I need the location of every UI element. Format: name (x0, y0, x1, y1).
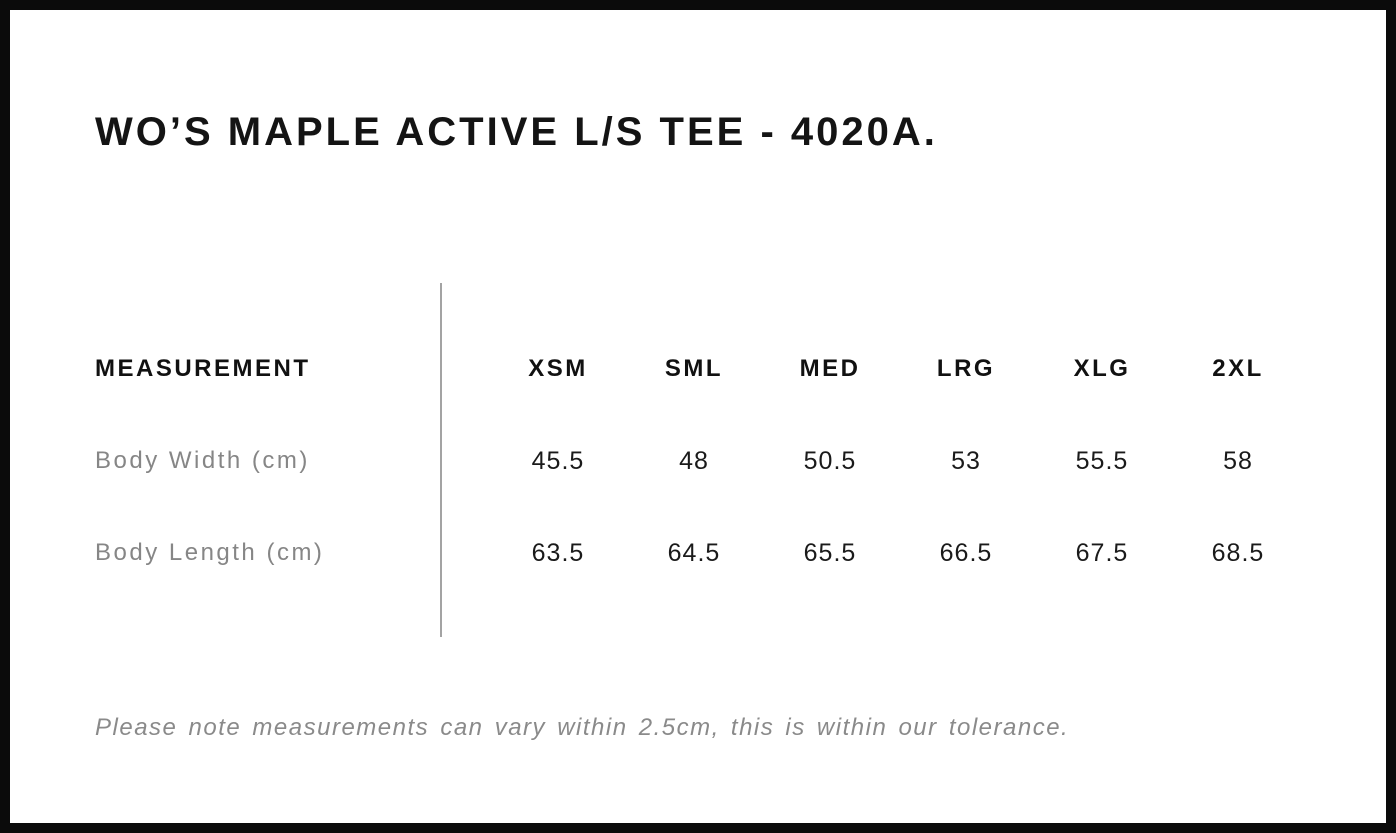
size-header-med: MED (799, 355, 861, 382)
body-width-value-sml: 48 (679, 446, 709, 475)
body-width-value-med: 50.5 (803, 446, 857, 475)
size-table (95, 283, 1306, 637)
body-width-value-xlg: 55.5 (1075, 446, 1129, 475)
body-length-value-2xl: 68.5 (1211, 538, 1265, 567)
size-header-xsm: XSM (528, 355, 588, 382)
tolerance-note: Please note measurements can vary within 2.5cm, this is within our tolerance. (95, 714, 1070, 741)
body-length-value-xlg: 67.5 (1075, 538, 1129, 567)
column-header-measurement: MEASUREMENT (95, 355, 311, 382)
row-label-body-length: Body Length (cm) (95, 539, 325, 566)
page-title: WO’S MAPLE ACTIVE L/S TEE - 4020A. (95, 110, 938, 154)
row-label-body-width: Body Width (cm) (95, 447, 310, 474)
body-width-value-xsm: 45.5 (531, 446, 585, 475)
body-width-value-lrg: 53 (951, 446, 981, 475)
size-header-sml: SML (664, 355, 724, 382)
measurement-label-column (95, 283, 440, 637)
size-header-2xl: 2XL (1212, 355, 1264, 382)
size-values-grid (440, 283, 1306, 637)
body-length-value-med: 65.5 (803, 538, 857, 567)
body-length-value-xsm: 63.5 (531, 538, 585, 567)
size-header-lrg: LRG (936, 355, 996, 382)
body-length-value-sml: 64.5 (667, 538, 721, 567)
size-header-xlg: XLG (1073, 355, 1131, 382)
body-width-value-2xl: 58 (1223, 446, 1253, 475)
body-length-value-lrg: 66.5 (939, 538, 993, 567)
